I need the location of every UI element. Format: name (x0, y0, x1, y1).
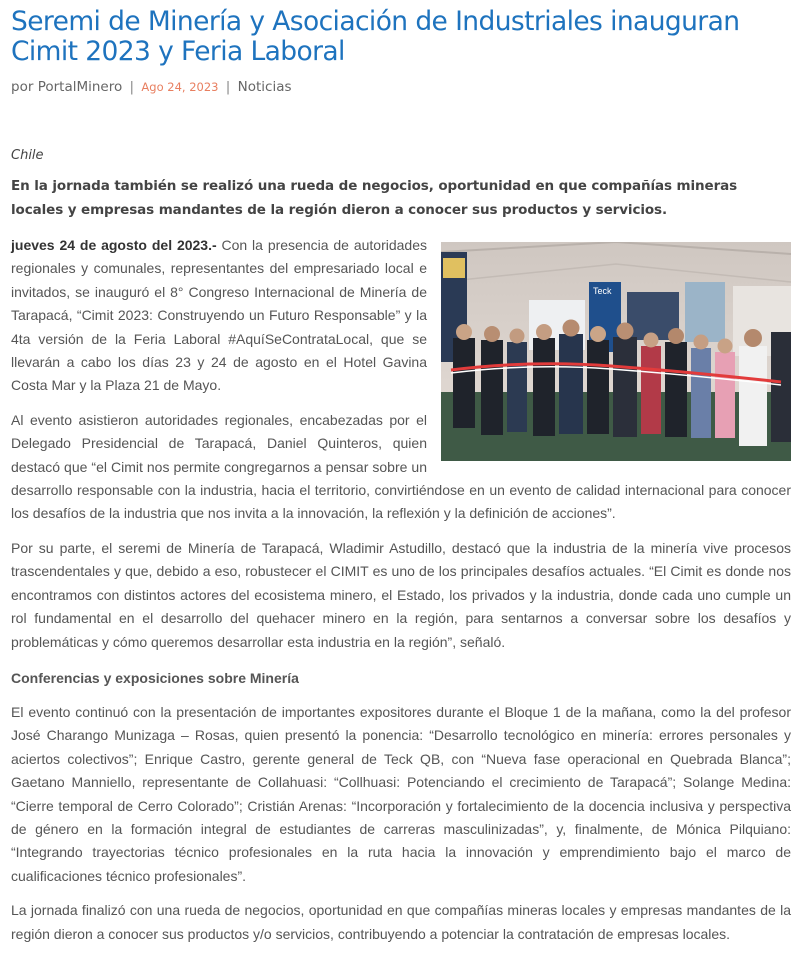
banner-text: Teck (593, 286, 612, 296)
article (11, 0, 791, 946)
article-lead: En la jornada también se realizó una rueda de negocios, oportunidad en que compañías mineras locales y empresas mandantes de la región dieron a conocer sus productos y servicios. (11, 178, 738, 218)
section-heading: Conferencias y exposiciones sobre Minería (11, 669, 299, 686)
article-location: Chile (11, 148, 44, 163)
paragraph-4: El evento continuó con la presentación de importantes expositores durante el Bloque 1 de la mañana, como la del profesor José Charango Munizaga – Rosas, quien presentó la ponencia: “Desarrollo tecnológico en minería: errores personales y aciertos colectivos”; Enrique Castro, gerente general de Teck QB, con “Nueva fase operacional en Quebrada Blanca”; Gaetano Manniello, representante de Collahuasi: “Collhuasi: Potenciando el crecimiento de Tarapacá”; Solange Medina: “Cierre temporal de Cerro Colorado”; Cristián Arenas: “Incorporación y fortalecimiento de la docencia inclusiva y perspectiva de género en la formación integral de estudiantes de carreras masculinizadas”, y, finalmente, de Mónica Pilquiano: “Integrando trayectorias técnico profesionales en la ruta hacia la innovación y emprendimiento bajo el marco de cualificaciones técnico profesionales”. (11, 703, 791, 884)
meta-separator: | (225, 79, 231, 95)
article-title[interactable]: Seremi de Minería y Asociación de Industriales inauguran Cimit 2023 y Feria Laboral (11, 6, 740, 67)
paragraph-3: Por su parte, el seremi de Minería de Tarapacá, Wladimir Astudillo, destacó que la industria de la minería vive procesos trascendentales y que, debido a eso, robustecer el CIMIT es uno de los principales desafíos actuales. “El Cimit es donde nos encontramos con distintos actores del ecosistema minero, el Estado, los privados y la industria, donde cada uno cumple un rol fundamental en el desarrollo del quehacer minero en la región, para sentarnos a conversar sobre los desafíos y problemáticas y cómo queremos desarrollar esta industria en la región”, señaló. (11, 539, 791, 650)
dateline: jueves 24 de agosto del 2023.- (11, 237, 217, 253)
paragraph-2: Al evento asistieron autoridades regionales, encabezadas por el Delegado Presidencial de Tarapacá, Daniel Quinteros, quien destacó que “el Cimit nos permite congregarnos a pensar sobre un desarrollo responsable con la industria, hacia el territorio, convirtiéndose en un evento de calidad internacional para conocer los desafíos de la industria que nos invita a la innovación, la reflexión y la definición de acciones”. (11, 411, 791, 522)
author-link[interactable]: PortalMinero (37, 79, 123, 95)
ribbon-cutting-photo (441, 242, 791, 461)
paragraph-1 (11, 234, 791, 398)
paragraph-5: La jornada finalizó con una rueda de negocios, oportunidad en que compañías mineras locales y empresas mandantes de la región dieron a conocer sus productos y/o servicios, contribuyendo a potenciar la contratación de empresas locales. (11, 902, 791, 942)
author-prefix: por (11, 79, 34, 95)
paragraph-1-text: Con la presencia de autoridades regionales y comunales, representantes del empresariado local e invitados, se inauguró el 8° Congreso Internacional de Minería de Tarapacá, “Cimit 2023: Construyendo un Futuro Responsable” y la 4ta versión de la Feria Laboral #AquíSeContrataLocal, que se llevarán a cabo los días 23 y 24 de agosto en el Hotel Gavina Costa Mar y la Plaza 21 de Mayo. (11, 237, 427, 394)
meta-separator: | (129, 79, 135, 95)
publish-date: Ago 24, 2023 (141, 80, 219, 94)
article-meta (11, 77, 791, 97)
category-link[interactable]: Noticias (237, 79, 292, 95)
